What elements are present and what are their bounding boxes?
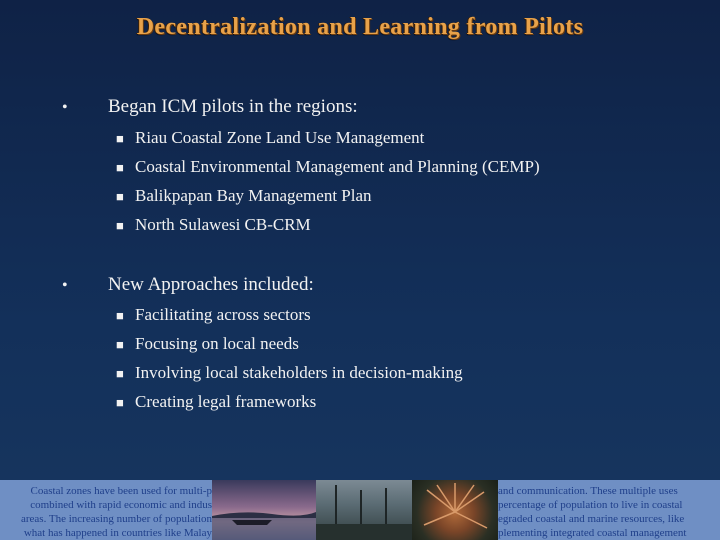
list-item: ■ Involving local stakeholders in decision-making <box>116 363 463 382</box>
list-item: ■ North Sulawesi CB-CRM <box>116 215 311 234</box>
square-bullet-icon: ■ <box>116 131 124 146</box>
list-item: ■ Riau Coastal Zone Land Use Management <box>116 128 425 147</box>
bullet-dot-icon: • <box>62 99 68 116</box>
footer-text-right: and communication. These multiple uses percentage of population to live in coastal egraded coastal and marine resources, like plementing integrated coastal management <box>498 485 687 539</box>
square-bullet-icon: ■ <box>116 160 124 175</box>
list-item: ■ Focusing on local needs <box>116 334 299 353</box>
list-item: ■ Balikpapan Bay Management Plan <box>116 186 372 205</box>
sunset-boat-photo <box>212 480 316 540</box>
coral-reef-photo <box>412 480 498 540</box>
bullet-2-sublist <box>116 305 463 421</box>
square-bullet-icon: ■ <box>116 189 124 204</box>
bullet-dot-icon: • <box>62 277 68 294</box>
harbor-icon <box>316 480 412 540</box>
list-item: ■ Creating legal frameworks <box>116 392 317 411</box>
boat-silhouette-icon <box>212 480 316 540</box>
list-item: ■ Facilitating across sectors <box>116 305 311 324</box>
harbor-boats-photo <box>316 480 412 540</box>
bullet-1-sublist <box>116 128 540 244</box>
square-bullet-icon: ■ <box>116 366 124 381</box>
slide-title: Decentralization and Learning from Pilots <box>136 14 584 40</box>
square-bullet-icon: ■ <box>116 395 124 410</box>
bullet-2 <box>62 274 314 296</box>
square-bullet-icon: ■ <box>116 218 124 233</box>
list-item: ■ Coastal Environmental Management and Planning (CEMP) <box>116 157 540 176</box>
square-bullet-icon: ■ <box>116 308 124 323</box>
footer-text-left: Coastal zones have been used for multi-p combined with rapid economic and indus areas. The increasing number of population what has happened in countries like Malay <box>20 485 212 539</box>
lionfish-icon <box>412 480 498 540</box>
bullet-1 <box>62 96 358 118</box>
bullet-2-text: New Approaches included: <box>108 274 314 295</box>
square-bullet-icon: ■ <box>116 337 124 352</box>
bullet-1-text: Began ICM pilots in the regions: <box>108 96 358 117</box>
